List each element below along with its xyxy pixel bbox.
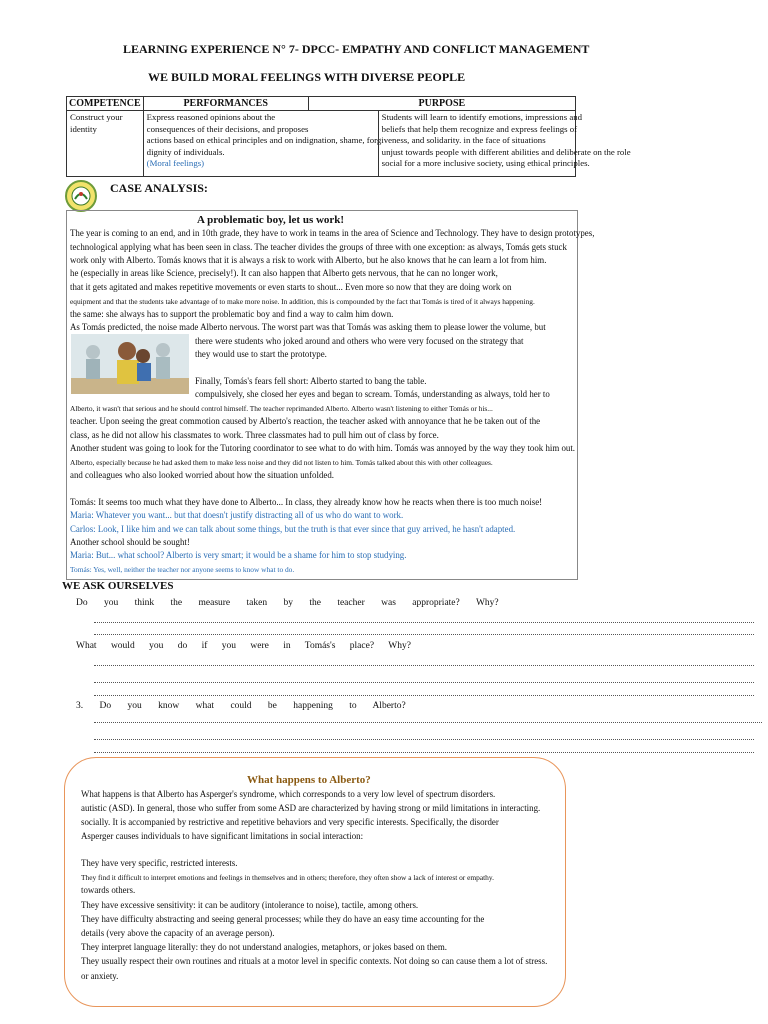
performance-line: consequences of their decisions, and proposes xyxy=(146,123,309,134)
competence-table xyxy=(66,96,631,177)
info-line: What happens is that Alberto has Asperger's syndrome, which corresponds to a very low level of spectrum disorders. xyxy=(81,789,496,799)
performance-line: actions based on ethical principles and on indignation, shame, forgiveness, and solidarity. in the face of situations xyxy=(146,135,546,145)
story-line: equipment and that the students take advantage of to make more noise. In addition, this is compounded by the fact that Tomás is tired of it always happening. xyxy=(70,297,535,306)
purpose-line: Students will learn to identify emotions, impressions and xyxy=(381,112,583,122)
story-line: Finally, Tomás's fears fell short: Alberto started to bang the table. xyxy=(195,376,427,386)
story-line: Another student was going to look for the Tutoring coordinator to see what to do with him. Tomás was annoyed by the way they took him out. xyxy=(70,443,576,453)
trait-line: They have excessive sensitivity: it can be auditory (intolerance to noise), tactile, among others. xyxy=(81,900,419,910)
header-performances: PERFORMANCES xyxy=(143,97,308,111)
dialogue-carlos: Carlos: Look, I like him and we can talk about some things, but the truth is that ever since that guy arrived, he hasn't adapted. xyxy=(70,524,516,534)
info-title: What happens to Alberto? xyxy=(247,774,371,786)
trait-line: details (very above the capacity of an average person). xyxy=(81,928,275,938)
info-line: socially. It is accompanied by restrictive and repetitive behaviors and very specific interests. Specifically, the disorder xyxy=(81,817,499,827)
classroom-illustration xyxy=(71,334,189,394)
performance-tag: (Moral feelings) xyxy=(146,158,205,168)
answer-line[interactable] xyxy=(94,722,762,723)
question-2: What would you do if you were in Tomás's place? Why? xyxy=(76,641,411,651)
answer-line[interactable] xyxy=(94,634,754,635)
info-line: autistic (ASD). In general, those who suffer from some ASD are characterized by having strong or mild limitations in interacting. xyxy=(81,803,541,813)
trait-line: They find it difficult to interpret emotions and feelings in themselves and in others; therefore, they often show a lack of interest or empathy. xyxy=(81,873,494,882)
answer-line[interactable] xyxy=(94,665,754,666)
story-line: that it gets agitated and makes repetitive movements or even starts to shout... Even more so now that they are doing work on xyxy=(70,282,512,292)
answer-line[interactable] xyxy=(94,682,754,683)
story-line: The year is coming to an end, and in 10th grade, they have to work in teams in the area of Science and Technology. They have to design prototypes, xyxy=(70,228,595,238)
performance-line: Express reasoned opinions about the xyxy=(146,112,276,122)
story-line: technological applying what has been seen in class. The teacher divides the groups of three with one exception: as always, Tomás gets stuck xyxy=(70,242,567,252)
trait-line: towards others. xyxy=(81,885,136,895)
header-purpose: PURPOSE xyxy=(308,97,575,111)
story-line: As Tomás predicted, the noise made Alberto nervous. The worst part was that Tomás was asking them to please lower the volume, but xyxy=(70,322,546,332)
trait-line: They usually respect their own routines and rituals at a motor level in specific contexts. Not doing so can cause them a lot of stress. xyxy=(81,956,548,966)
answer-line[interactable] xyxy=(94,752,754,753)
answer-line[interactable] xyxy=(94,695,754,696)
case-analysis-heading: CASE ANALYSIS: xyxy=(110,181,208,195)
story-line: he (especially in areas like Science, precisely!). It can also happen that Alberto gets nervous, that he can no longer work, xyxy=(70,268,498,278)
story-line: there were students who joked around and others who were very focused on the strategy that xyxy=(195,336,524,346)
dialogue-maria: Maria: But... what school? Alberto is very smart; it would be a shame for him to stop studying. xyxy=(70,550,407,560)
dialogue-tomas: Tomás: Yes, well, neither the teacher nor anyone seems to know what to do. xyxy=(70,565,295,574)
story-line: teacher. Upon seeing the great commotion caused by Alberto's reaction, the teacher asked with annoyance that he be taken out of the xyxy=(70,416,541,426)
dialogue-maria: Maria: Whatever you want... but that doesn't justify distracting all of us who do want to work. xyxy=(70,510,404,520)
competence-cell: Construct your identity xyxy=(67,111,144,177)
story-title: A problematic boy, let us work! xyxy=(197,214,345,226)
info-line: Asperger causes individuals to have significant limitations in social interaction: xyxy=(81,831,364,841)
page-subtitle: WE BUILD MORAL FEELINGS WITH DIVERSE PEOPLE xyxy=(148,70,466,84)
dialogue-line: Another school should be sought! xyxy=(70,537,190,547)
story-line: the same: she always has to support the problematic boy and find a way to calm him down. xyxy=(70,309,394,319)
page-title: LEARNING EXPERIENCE N° 7- DPCC- EMPATHY AND CONFLICT MANAGEMENT xyxy=(123,42,590,56)
dialogue-tomas: Tomás: It seems too much what they have done to Alberto... In class, they already know how he reacts when there is too much noise! xyxy=(70,497,543,507)
performance-line: dignity of individuals. xyxy=(146,146,225,157)
answer-line[interactable] xyxy=(94,622,754,623)
answer-line[interactable] xyxy=(94,739,754,740)
story-line: class, as he did not allow his classmates to work. Three classmates had to pull him out of class by force. xyxy=(70,430,439,440)
question-3: 3. Do you know what could be happening to Alberto? xyxy=(76,701,406,711)
trait-line: They interpret language literally: they do not understand analogies, metaphors, or jokes based on them. xyxy=(81,942,447,952)
story-line: Alberto, especially because he had asked them to make less noise and they did not listen to him. Tomás talked about this with other colleagues. xyxy=(70,458,493,467)
purpose-line: beliefs that help them recognize and express feelings of xyxy=(381,123,578,134)
purpose-line: unjust towards people with different abilities and deliberate on the role xyxy=(381,146,631,157)
performances-cell xyxy=(143,111,631,177)
header-competence: COMPETENCE xyxy=(67,97,144,111)
school-emblem-icon xyxy=(65,180,97,212)
questions-heading: WE ASK OURSELVES xyxy=(62,580,174,592)
story-line: and colleagues who also looked worried about how the situation unfolded. xyxy=(70,470,334,480)
question-1: Do you think the measure taken by the teacher was appropriate? Why? xyxy=(76,598,499,608)
purpose-line: social for a more inclusive society, using ethical principles. xyxy=(381,158,590,168)
trait-line: They have very specific, restricted interests. xyxy=(81,858,238,868)
story-line: Alberto, it wasn't that serious and he should control himself. The teacher reprimanded Alberto. Alberto wasn't listening to either Tomás or his... xyxy=(70,404,493,413)
story-line: they would use to start the prototype. xyxy=(195,349,327,359)
trait-line: or anxiety. xyxy=(81,971,119,981)
story-line: work only with Alberto. Tomás knows that it is always a risk to work with Alberto, but he also knows that he can learn a lot from him. xyxy=(70,255,547,265)
trait-line: They have difficulty abstracting and seeing general processes; while they do have an easy time accounting for the xyxy=(81,914,485,924)
story-line: compulsively, she closed her eyes and began to scream. Tomás, understanding as always, told her to xyxy=(195,389,550,399)
